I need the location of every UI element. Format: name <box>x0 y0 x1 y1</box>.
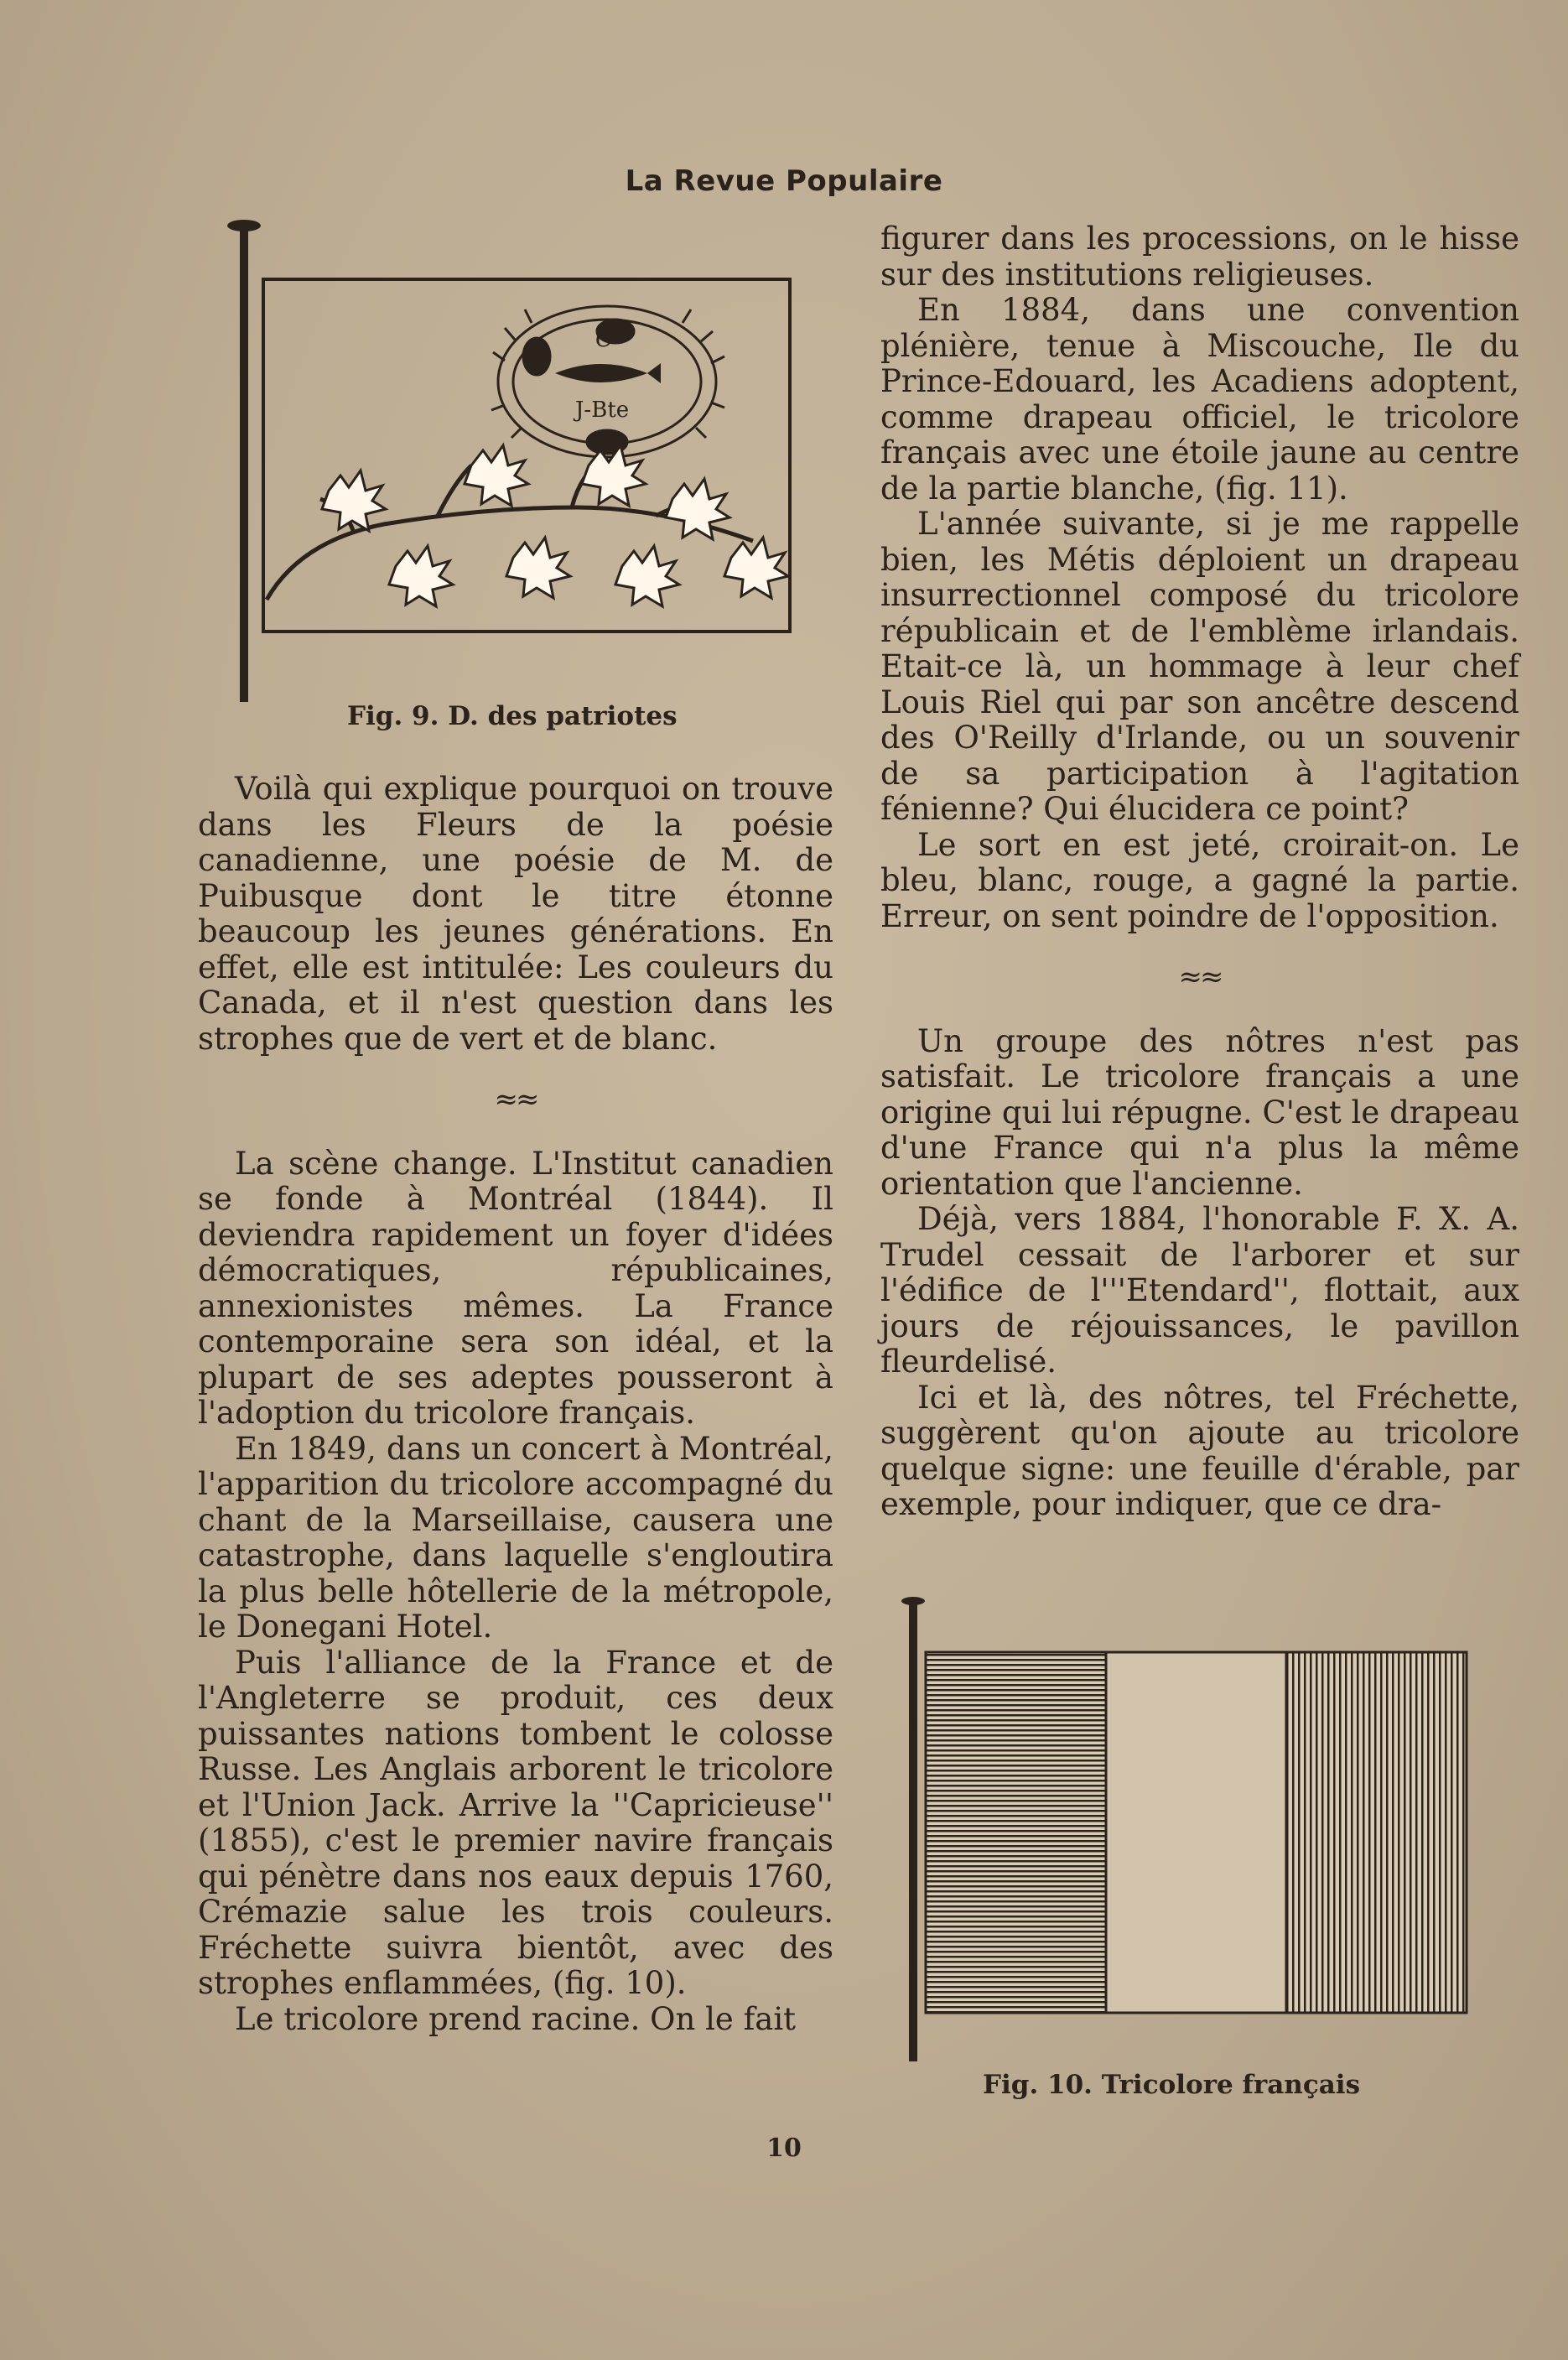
paragraph: Déjà, vers 1884, l'honorable F. X. A. Trudel cessait de l'arborer et sur l'édifice de l'''Etendard'', flottait, aux jours de réjouissances, le pavillon fleurdelisé. <box>880 1201 1519 1380</box>
flagpole <box>909 1600 917 2061</box>
paragraph: Un groupe des nôtres n'est pas satisfait. Le tricolore français a une origine qui lui répugne. C'est le drapeau d'une France qui n'a plus la même orientation que l'ancienne. <box>880 1022 1519 1202</box>
white-band <box>1106 1652 1286 2013</box>
flagpole <box>240 224 248 702</box>
section-separator: ≈≈ <box>1178 960 1222 994</box>
paragraph: Voilà qui explique pourquoi on trouve dans les Fleurs de la poésie canadienne, une poésie de M. de Puibusque dont le titre étonne beaucoup les jeunes générations. En effet, elle est intitulée: Les couleurs du Canada, et il n'est question dans les strophes que de vert et de blanc. <box>198 771 833 1057</box>
running-header: La Revue Populaire <box>625 164 943 198</box>
fig9-caption: Fig. 9. D. des patriotes <box>347 701 678 731</box>
page-number: 10 <box>766 2134 802 2163</box>
pole-finial <box>227 220 261 231</box>
paragraph: La scène change. L'Institut canadien se fonde à Montréal (1844). Il deviendra rapidement un foyer d'idées démocratiques, républicaines, annexionistes mêmes. La France contemporaine sera son idéal, et la plupart de ses adeptes pousseront à l'adoption du tricolore français. <box>198 1145 833 1431</box>
blue-band <box>926 1652 1106 2013</box>
paragraph: Le sort en est jeté, croirait-on. Le bleu, blanc, rouge, a gagné la partie. Erreur, on sent poindre de l'opposition. <box>880 826 1519 934</box>
pole-finial <box>901 1597 925 1605</box>
fish-icon <box>555 363 661 383</box>
section-separator: ≈≈ <box>494 1083 537 1116</box>
paragraph: Ici et là, des nôtres, tel Fréchette, suggèrent qu'on ajoute au tricolore quelque signe: une feuille d'érable, par exemple, pour indiquer, que ce dra- <box>880 1379 1519 1522</box>
wreath-letter-c: C <box>595 325 614 352</box>
paragraph: L'année suivante, si je me rappelle bien, les Métis déploient un drapeau insurrectionnel composé du tricolore républicain et de l'emblème irlandais. Etait-ce là, un hommage à leur chef Louis Riel qui par son ancêtre descend des O'Reilly d'Irlande, ou un souvenir de sa participation à l'agitation fénienne? Qui élucidera ce point? <box>880 506 1519 827</box>
paragraph: figurer dans les processions, on le hisse sur des institutions religieuses. <box>880 221 1519 293</box>
wreath-letter-jb: J-Bte <box>575 398 630 423</box>
fig10-caption: Fig. 10. Tricolore français <box>983 2070 1361 2100</box>
right-column <box>880 221 1519 1523</box>
paragraph: Puis l'alliance de la France et de l'Angleterre se produit, ces deux puissantes nations tombent le colosse Russe. Les Anglais arborent le tricolore et l'Union Jack. Arrive la ''Capricieuse'' (1855), c'est le premier navire français qui pénètre dans nos eaux depuis 1760, Crémazie salue les trois couleurs. Fréchette suivra bientôt, avec des strophes enflammées, (fig. 10). <box>198 1644 833 2001</box>
maple-leaves <box>322 445 788 606</box>
paragraph: En 1884, dans une convention plénière, tenue à Miscouche, Ile du Prince-Edouard, les Acadiens adoptent, comme drapeau officiel, le tricolore français avec une étoile jaune au centre de la partie blanche, (fig. 11). <box>880 292 1519 507</box>
left-column <box>198 772 833 2037</box>
fig10-illustration <box>899 1593 1486 2063</box>
paragraph: En 1849, dans un concert à Montréal, l'apparition du tricolore accompagné du chant de la Marseillaise, causera une catastrophe, dans laquelle s'engloutira la plus belle hôtellerie de la métropole, le Donegani Hotel. <box>198 1430 833 1645</box>
red-band <box>1286 1652 1467 2013</box>
fig9-illustration <box>220 214 807 759</box>
paragraph: Le tricolore prend racine. On le fait <box>235 2000 797 2037</box>
